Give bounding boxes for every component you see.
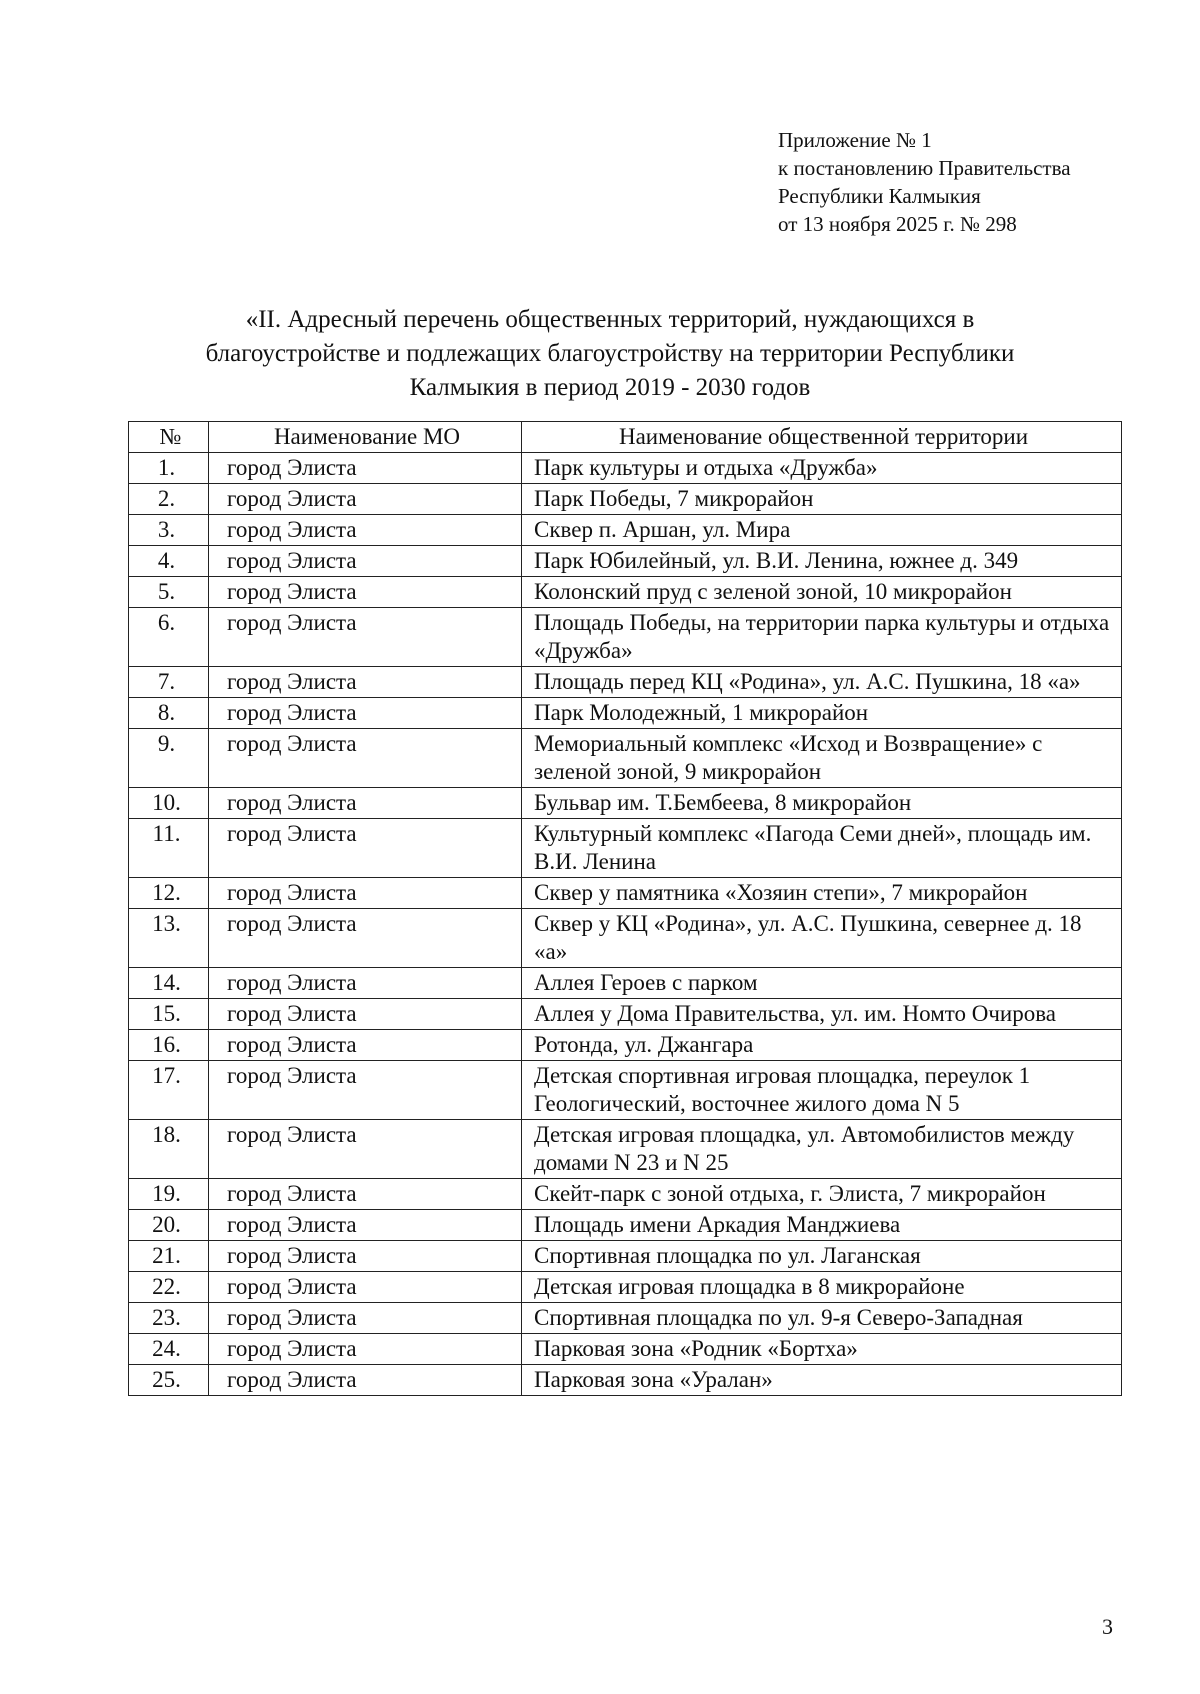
row-municipality: город Элиста (209, 1365, 522, 1396)
row-number: 4. (129, 546, 209, 577)
row-number: 5. (129, 577, 209, 608)
table-row (129, 1210, 1122, 1241)
appendix-line-4: от 13 ноября 2025 г. № 298 (778, 212, 1017, 236)
table-row (129, 968, 1122, 999)
table-row (129, 729, 1122, 788)
table-row (129, 698, 1122, 729)
row-territory-name: Ротонда, ул. Джангара (522, 1030, 1122, 1061)
title-line-3: Калмыкия в период 2019 - 2030 годов (409, 374, 811, 401)
row-municipality: город Элиста (209, 546, 522, 577)
row-territory-name: Аллея у Дома Правительства, ул. им. Номто Очирова (522, 999, 1122, 1030)
row-number: 17. (129, 1061, 209, 1120)
row-municipality: город Элиста (209, 1061, 522, 1120)
table-row (129, 788, 1122, 819)
row-municipality: город Элиста (209, 1179, 522, 1210)
row-territory-name: Площадь Победы, на территории парка культуры и отдыха «Дружба» (522, 608, 1122, 667)
row-number: 14. (129, 968, 209, 999)
row-municipality: город Элиста (209, 667, 522, 698)
row-territory-name: Парковая зона «Родник «Бортха» (522, 1334, 1122, 1365)
table-row (129, 878, 1122, 909)
row-municipality: город Элиста (209, 819, 522, 878)
table-row (129, 546, 1122, 577)
row-number: 20. (129, 1210, 209, 1241)
appendix-line-2: к постановлению Правительства (778, 156, 1071, 180)
table-row (129, 667, 1122, 698)
row-territory-name: Сквер у КЦ «Родина», ул. А.С. Пушкина, севернее д. 18 «а» (522, 909, 1122, 968)
row-number: 25. (129, 1365, 209, 1396)
header-number: № (129, 422, 209, 453)
row-municipality: город Элиста (209, 909, 522, 968)
table-row (129, 577, 1122, 608)
row-municipality: город Элиста (209, 1241, 522, 1272)
table-header-row (129, 422, 1122, 453)
row-territory-name: Парковая зона «Уралан» (522, 1365, 1122, 1396)
row-number: 7. (129, 667, 209, 698)
row-number: 1. (129, 453, 209, 484)
table-row (129, 819, 1122, 878)
row-municipality: город Элиста (209, 729, 522, 788)
row-number: 19. (129, 1179, 209, 1210)
row-number: 6. (129, 608, 209, 667)
table-row (129, 1179, 1122, 1210)
table-row (129, 608, 1122, 667)
row-municipality: город Элиста (209, 1120, 522, 1179)
row-municipality: город Элиста (209, 453, 522, 484)
row-municipality: город Элиста (209, 577, 522, 608)
table-row (129, 484, 1122, 515)
table-row (129, 515, 1122, 546)
row-municipality: город Элиста (209, 484, 522, 515)
row-territory-name: Парк Юбилейный, ул. В.И. Ленина, южнее д. 349 (522, 546, 1122, 577)
table-row (129, 999, 1122, 1030)
row-number: 3. (129, 515, 209, 546)
row-territory-name: Сквер у памятника «Хозяин степи», 7 микрорайон (522, 878, 1122, 909)
title-line-1: «II. Адресный перечень общественных территорий, нуждающихся в (245, 306, 975, 333)
row-number: 16. (129, 1030, 209, 1061)
table-row (129, 1334, 1122, 1365)
row-number: 12. (129, 878, 209, 909)
row-municipality: город Элиста (209, 608, 522, 667)
header-municipality: Наименование МО (209, 422, 522, 453)
row-number: 18. (129, 1120, 209, 1179)
row-municipality: город Элиста (209, 878, 522, 909)
row-municipality: город Элиста (209, 968, 522, 999)
row-territory-name: Детская спортивная игровая площадка, переулок 1 Геологический, восточнее жилого дома N 5 (522, 1061, 1122, 1120)
row-territory-name: Площадь перед КЦ «Родина», ул. А.С. Пушкина, 18 «а» (522, 667, 1122, 698)
row-municipality: город Элиста (209, 1334, 522, 1365)
row-number: 22. (129, 1272, 209, 1303)
row-municipality: город Элиста (209, 999, 522, 1030)
appendix-line-1: Приложение № 1 (778, 128, 932, 152)
table-row (129, 1241, 1122, 1272)
row-number: 9. (129, 729, 209, 788)
row-territory-name: Мемориальный комплекс «Исход и Возвращение» с зеленой зоной, 9 микрорайон (522, 729, 1122, 788)
row-territory-name: Детская игровая площадка в 8 микрорайоне (522, 1272, 1122, 1303)
row-territory-name: Детская игровая площадка, ул. Автомобилистов между домами N 23 и N 25 (522, 1120, 1122, 1179)
table-row (129, 1303, 1122, 1334)
row-number: 24. (129, 1334, 209, 1365)
row-municipality: город Элиста (209, 515, 522, 546)
row-number: 21. (129, 1241, 209, 1272)
table-row (129, 1030, 1122, 1061)
row-municipality: город Элиста (209, 1030, 522, 1061)
row-municipality: город Элиста (209, 788, 522, 819)
row-territory-name: Парк Молодежный, 1 микрорайон (522, 698, 1122, 729)
row-number: 13. (129, 909, 209, 968)
territories-table (128, 421, 1122, 1396)
document-title (150, 303, 1070, 405)
row-municipality: город Элиста (209, 698, 522, 729)
table-row (129, 453, 1122, 484)
row-municipality: город Элиста (209, 1210, 522, 1241)
row-territory-name: Парк Победы, 7 микрорайон (522, 484, 1122, 515)
row-territory-name: Бульвар им. Т.Бембеева, 8 микрорайон (522, 788, 1122, 819)
row-territory-name: Площадь имени Аркадия Манджиева (522, 1210, 1122, 1241)
table-row (129, 1061, 1122, 1120)
row-territory-name: Скейт-парк с зоной отдыха, г. Элиста, 7 микрорайон (522, 1179, 1122, 1210)
table-body (129, 453, 1122, 1396)
row-number: 8. (129, 698, 209, 729)
row-territory-name: Аллея Героев с парком (522, 968, 1122, 999)
appendix-line-3: Республики Калмыкия (778, 184, 981, 208)
table-row (129, 1272, 1122, 1303)
row-territory-name: Культурный комплекс «Пагода Семи дней», площадь им. В.И. Ленина (522, 819, 1122, 878)
page-number: 3 (1102, 1614, 1113, 1639)
row-number: 2. (129, 484, 209, 515)
table-row (129, 909, 1122, 968)
territories-table-wrapper (128, 421, 1121, 1396)
row-number: 11. (129, 819, 209, 878)
table-row (129, 1120, 1122, 1179)
title-line-2: благоустройстве и подлежащих благоустройству на территории Республики (205, 340, 1015, 367)
row-number: 10. (129, 788, 209, 819)
row-territory-name: Спортивная площадка по ул. 9-я Северо-Западная (522, 1303, 1122, 1334)
header-territory-name: Наименование общественной территории (522, 422, 1122, 453)
appendix-header (778, 126, 1071, 238)
row-territory-name: Спортивная площадка по ул. Лаганская (522, 1241, 1122, 1272)
row-territory-name: Колонский пруд с зеленой зоной, 10 микрорайон (522, 577, 1122, 608)
row-number: 23. (129, 1303, 209, 1334)
row-municipality: город Элиста (209, 1303, 522, 1334)
row-municipality: город Элиста (209, 1272, 522, 1303)
table-row (129, 1365, 1122, 1396)
row-territory-name: Парк культуры и отдыха «Дружба» (522, 453, 1122, 484)
row-number: 15. (129, 999, 209, 1030)
row-territory-name: Сквер п. Аршан, ул. Мира (522, 515, 1122, 546)
